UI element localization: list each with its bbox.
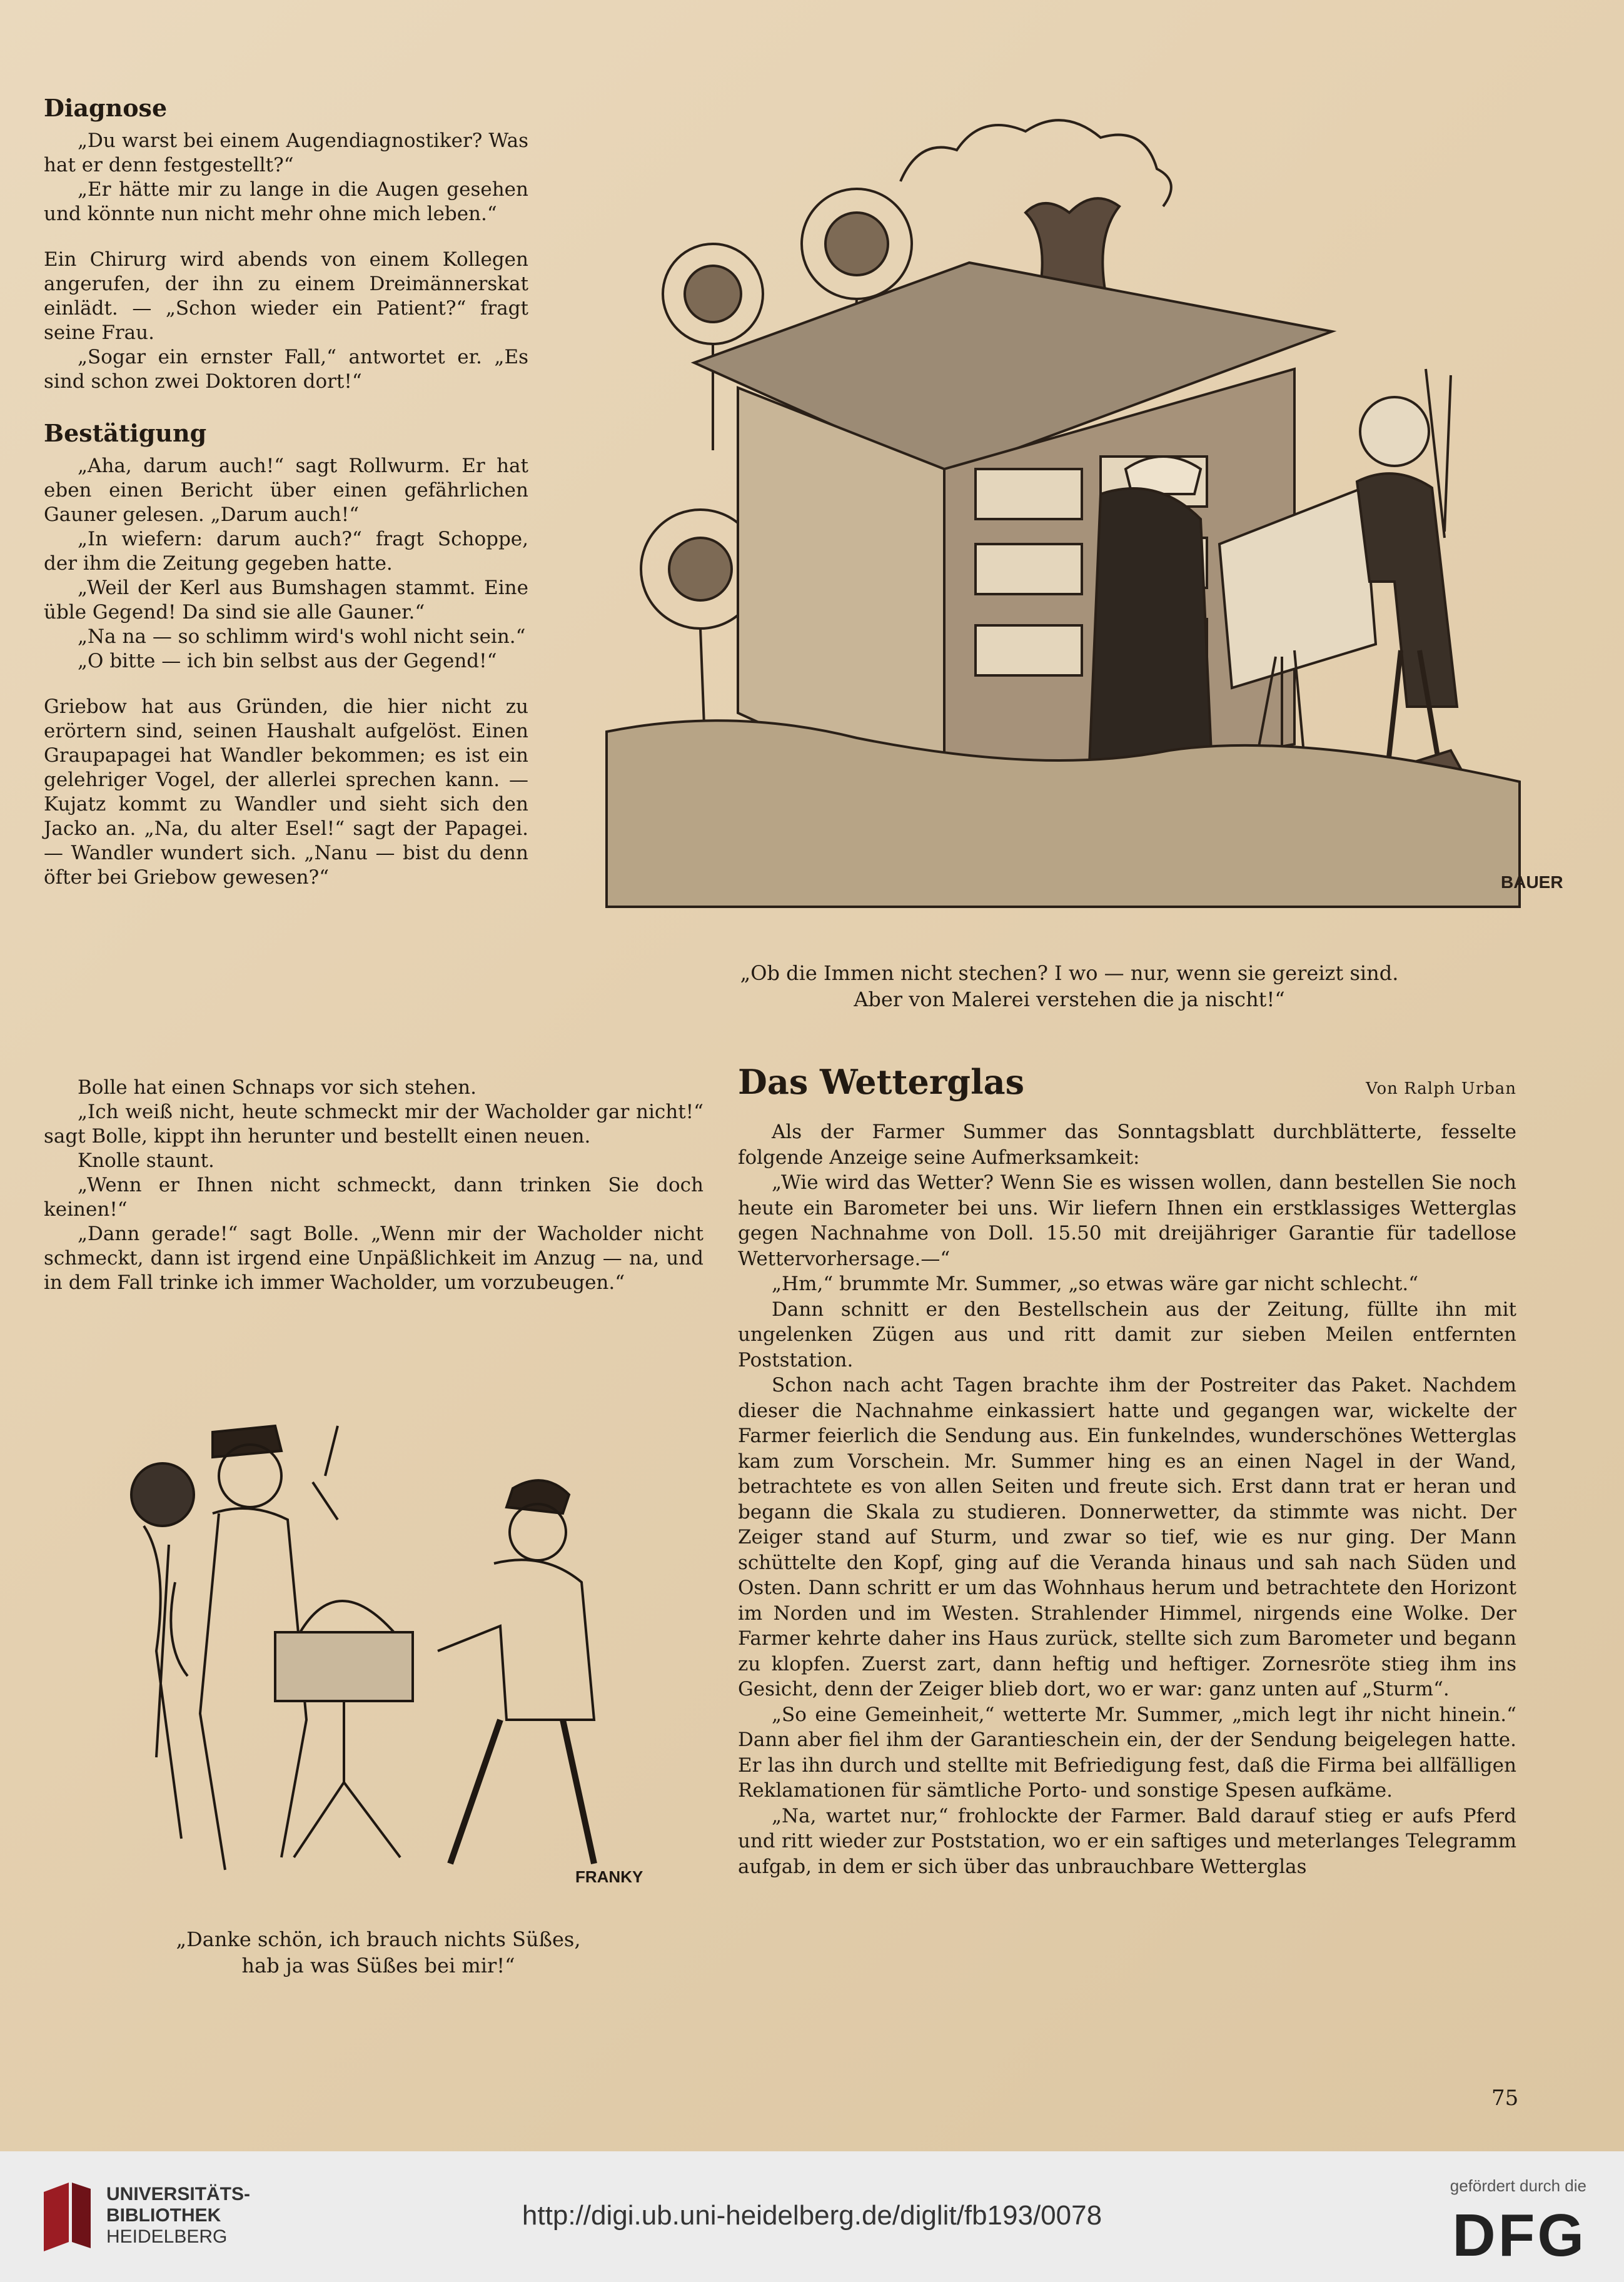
wetterglas-column	[738, 1119, 1516, 1879]
bolle-p2: „Ich weiß nicht, heute schmeckt mir der Wacholder gar nicht!“ sagt Bolle, kippt ihn herunter und bestellt einen neuen.	[44, 1101, 704, 1148]
wetterglas-p7: „Na, wartet nur,“ frohlockte der Farmer. Bald darauf stieg er aufs Pferd und ritt wieder zur Poststation, wo er ein saftiges und meterlanges Telegramm aufgab, in dem er sich über das unbrauchbare Wetterglas	[738, 1804, 1516, 1878]
bolle-p5: „Dann gerade!“ sagt Bolle. „Wenn mir der Wacholder nicht schmeckt, dann ist irgend eine Unpäßlichkeit im Anzug — na, und in dem Fall trinke ich immer Wacholder, um vorzubeugen.“	[44, 1223, 704, 1294]
bestaetigung-p4: „Na na — so schlimm wird's wohl nicht sein.“	[78, 625, 526, 648]
bestaetigung-p3: „Weil der Kerl aus Bumshagen stammt. Eine üble Gegend! Da sind sie alle Gauner.“	[44, 577, 528, 624]
vendor-illustration	[88, 1395, 675, 1889]
bolle-column	[44, 1076, 704, 1295]
wetterglas-p4: Dann schnitt er den Bestellschein aus der Zeitung, füllte ihn mit ungelenken Zügen aus und ritt damit zur sieben Meilen entfernten Poststation.	[738, 1298, 1516, 1371]
hive-drawer	[976, 469, 1082, 519]
vendor-caption	[113, 1926, 644, 1979]
chirurg-p2: „Sogar ein ernster Fall,“ antwortet er. „Es sind schon zwei Doktoren dort!“	[44, 346, 528, 393]
beehive-caption-line2: Aber von Malerei verstehen die ja nischt!“	[854, 987, 1285, 1011]
wetterglas-title-row	[738, 1063, 1516, 1101]
wetterglas-p6: „So eine Gemeinheit,“ wetterte Mr. Summer, „mich legt ihr nicht hinein.“ Dann aber fiel ihm der Garantieschein ein, der der Sendung beigelegen hatte. Er las ihn durch und stellte mit Befriedigung fest, daß die Firma bei allfälligen Reklamationen für sämtliche Porto- und sonstige Spesen aufkäme.	[738, 1703, 1516, 1802]
wetterglas-p1: Als der Farmer Summer das Sonntagsblatt durchblätterte, fesselte folgende Anzeige seine Aufmerksamkeit:	[738, 1121, 1516, 1169]
beehive-illustration	[588, 106, 1563, 926]
library-line1: UNIVERSITÄTS-	[106, 2184, 251, 2204]
bolle-p3: Knolle staunt.	[78, 1149, 214, 1172]
beehive-caption	[650, 960, 1488, 1012]
bolle-p1: Bolle hat einen Schnaps vor sich stehen.	[78, 1076, 477, 1099]
viewer-footer	[0, 2151, 1624, 2282]
bestaetigung-p5: „O bitte — ich bin selbst aus der Gegend!“	[78, 650, 497, 672]
griebow-p1: Griebow hat aus Gründen, die hier nicht zu erörtern sind, seinen Haushalt aufgelöst. Einen Graupapagei hat Wandler bekommen; es ist ein gelehriger Vogel, der allerlei sprechen kann. — Kujatz kommt zu Wandler und sieht sich den Jacko an. „Na, du alter Esel!“ sagt der Papagei. — Wandler wundert sich. „Nanu — bist du denn öfter bei Griebow gewesen?“	[44, 695, 528, 889]
beehive-caption-line1: „Ob die Immen nicht stechen? I wo — nur, wenn sie gereizt sind.	[740, 961, 1399, 985]
article-title: Das Wetterglas	[738, 1062, 1024, 1102]
left-column-top	[44, 94, 528, 890]
hive-drawer	[976, 625, 1082, 675]
library-line2: BIBLIOTHEK	[106, 2205, 221, 2226]
chirurg-p1: Ein Chirurg wird abends von einem Kollegen angerufen, der ihn zu einem Dreimännerskat einlädt. — „Schon wieder ein Patient?“ fragt seine Frau.	[44, 248, 528, 344]
illustration-signature: FRANKY	[575, 1867, 643, 1886]
diagnose-p1: „Du warst bei einem Augendiagnostiker? Was hat er denn festgestellt?“	[44, 129, 528, 176]
bolle-p4: „Wenn er Ihnen nicht schmeckt, dann trinken Sie doch keinen!“	[44, 1174, 704, 1221]
heading-diagnose: Diagnose	[44, 94, 168, 122]
hive-drawer	[976, 544, 1082, 594]
wetterglas-p5: Schon nach acht Tagen brachte ihm der Postreiter das Paket. Nachdem dieser die Nachnahme einkassiert hatte und gegangen war, wickelte der Farmer feierlich die Sendung aus. Ein funkelndes, wunderschönes Wetterglas kam zum Vorschein. Mr. Summer hing es an einen Nagel in der Wand, betrachtete es von allen Seiten und freute sich. Erst dann trat er heran und begann die Skala zu studieren. Donnerwetter, da stimmte was nicht. Der Zeiger stand auf Sturm, und zwar so tief, wie es nur ging. Der Mann schüttelte den Kopf, ging auf die Veranda hinaus und sah nach Süden und Osten. Dann schritt er um das Wohnhaus herum und betrachtete den Horizont im Norden und im Westen. Strahlender Himmel, nirgends eine Wolke. Der Farmer kehrte daher ins Haus zurück, stellte sich zum Barometer und begann zu klopfen. Zuerst zart, dann heftig und heftiger. Zornesröte stieg ihm ins Gesicht, denn der Zeiger blieb dort, wo er war: ganz unten auf „Sturm“.	[738, 1374, 1516, 1700]
library-line3: HEIDELBERG	[106, 2226, 228, 2247]
page-number: 75	[1491, 2086, 1519, 2111]
woman-figure	[131, 1463, 194, 1839]
funded-by-label: gefördert durch die	[1450, 2176, 1586, 2195]
wetterglas-p3: „Hm,“ brummte Mr. Summer, „so etwas wäre gar nicht schlecht.“	[772, 1273, 1419, 1295]
vendor-caption-line1: „Danke schön, ich brauch nichts Süßes,	[176, 1927, 581, 1951]
wetterglas-p2: „Wie wird das Wetter? Wenn Sie es wissen wollen, dann bestellen Sie noch heute ein Barometer bei uns. Wir liefern Ihnen ein erstklassiges Wetterglas gegen Nachnahme von Doll. 15.50 mit dreijähriger Garantie für tadellose Wettervorhersage.—“	[738, 1171, 1516, 1270]
vendor-figure	[438, 1480, 594, 1864]
diagnose-p2: „Er hätte mir zu lange in die Augen gesehen und könnte nun nicht mehr ohne mich leben.“	[44, 178, 528, 225]
bestaetigung-p1: „Aha, darum auch!“ sagt Rollwurm. Er hat eben einen Bericht über einen gefährlichen Gauner gelesen. „Darum auch!“	[44, 455, 528, 526]
dfg-logo: DFG	[1452, 2202, 1586, 2269]
illustration-signature: BAUER	[1501, 872, 1563, 892]
bestaetigung-p2: „In wiefern: darum auch?“ fragt Schoppe, der ihm die Zeitung gegeben hatte.	[44, 528, 528, 575]
article-byline: Von Ralph Urban	[1366, 1079, 1516, 1098]
heading-bestaetigung: Bestätigung	[44, 419, 207, 447]
vendor-caption-line2: hab ja was Süßes bei mir!“	[241, 1954, 515, 1977]
cloud-icon	[900, 120, 1171, 206]
document-url[interactable]: http://digi.ub.uni-heidelberg.de/diglit/fb193/0078	[522, 2200, 1102, 2231]
sweets-basket-icon	[275, 1601, 413, 1857]
